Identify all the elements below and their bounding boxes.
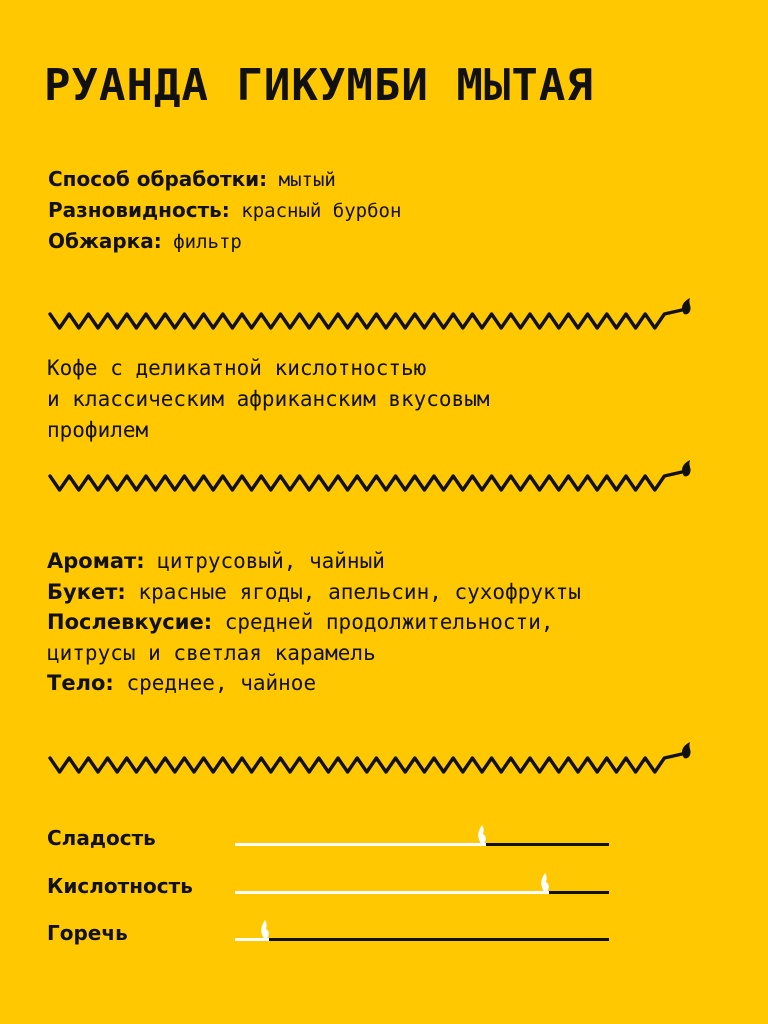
- spec-label: Обжарка:: [48, 229, 162, 253]
- profile-aftertaste: [47, 607, 581, 638]
- profile-aroma: [47, 546, 581, 577]
- spec-label: Способ обработки:: [48, 167, 268, 191]
- profile-bouquet: [47, 577, 581, 608]
- spec-variety: [48, 195, 401, 226]
- spec-value: красный бурбон: [241, 200, 402, 222]
- flame-marker-icon: [475, 823, 489, 847]
- scale-track: [235, 843, 609, 846]
- scale-track: [235, 938, 609, 941]
- scale-acidity: [47, 860, 627, 900]
- coffee-description: Кофе с деликатной кислотностью и классическим африканским вкусовым профилем: [47, 356, 490, 442]
- profile-value: цитрусы и светлая карамель: [47, 640, 376, 665]
- profile-label: Аромат:: [47, 549, 145, 573]
- scale-track: [235, 891, 609, 894]
- flame-marker-icon: [258, 918, 272, 942]
- scale-label: Кислотность: [47, 874, 193, 898]
- scale-bitterness: [47, 907, 627, 947]
- profile-label: Букет:: [47, 579, 126, 604]
- scale-label: Сладость: [47, 826, 156, 850]
- scale-fill: [235, 891, 549, 894]
- spec-value: мытый: [278, 169, 336, 191]
- zigzag-divider-icon: [48, 740, 700, 788]
- scale-fill: [235, 843, 486, 846]
- flavor-profile: [47, 546, 581, 699]
- zigzag-divider-icon: [48, 296, 700, 344]
- specs-block: [48, 164, 401, 257]
- profile-value: красные ягоды, апельсин, сухофрукты: [138, 579, 581, 604]
- profile-value: средней продолжительности,: [224, 610, 554, 634]
- profile-value: среднее, чайное: [126, 671, 317, 695]
- profile-body: [47, 668, 581, 699]
- spec-value: фильтр: [173, 231, 242, 253]
- profile-label: Послевкусие:: [47, 610, 213, 634]
- spec-label: Разновидность:: [48, 198, 230, 222]
- spec-process: [48, 164, 401, 195]
- profile-label: Тело:: [47, 671, 114, 695]
- flame-marker-icon: [538, 871, 552, 895]
- scale-label: Горечь: [47, 921, 128, 945]
- spec-roast: [48, 226, 401, 257]
- product-title: РУАНДА ГИКУМБИ МЫТАЯ: [44, 60, 594, 111]
- profile-aftertaste-continued: [47, 638, 581, 669]
- profile-value: цитрусовый, чайный: [157, 549, 385, 573]
- scale-sweetness: [47, 812, 627, 852]
- zigzag-divider-icon: [48, 458, 700, 506]
